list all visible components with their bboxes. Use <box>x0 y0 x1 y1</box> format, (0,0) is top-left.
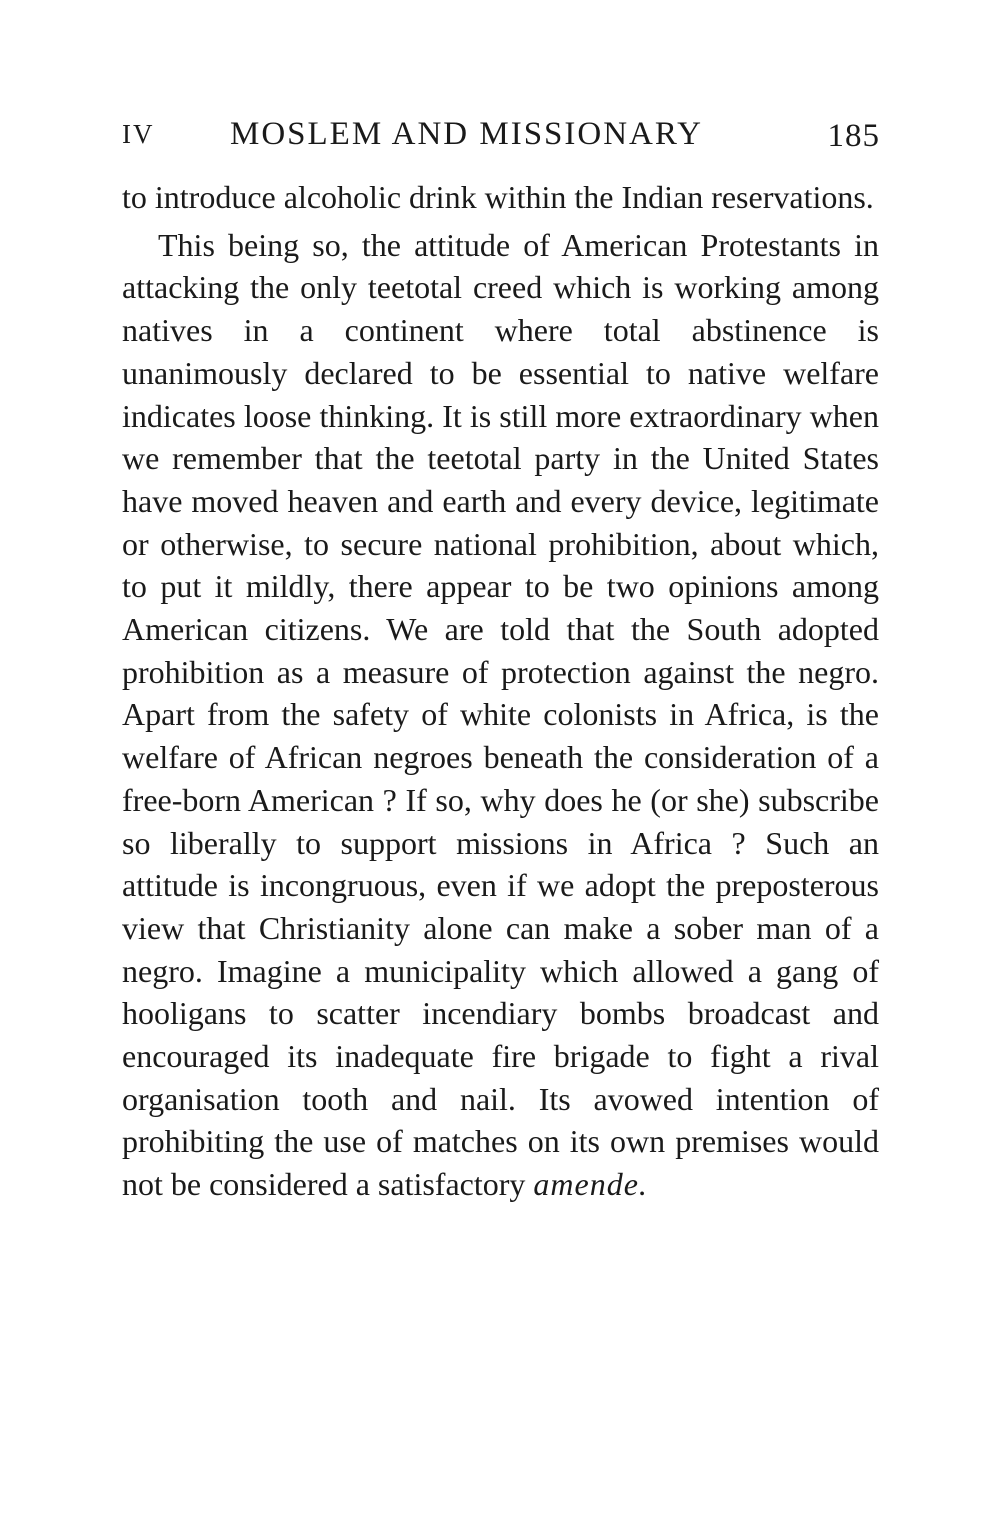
page-number: 185 <box>827 118 880 154</box>
paragraph <box>122 224 879 1206</box>
running-title: MOSLEM AND MISSIONARY <box>230 116 703 152</box>
paragraph-text: This being so, the attitude of American Protestants in attacking the only teetotal creed which is working among natives in a continent where total abstinence is unanimously declared to be essential to native welfare indicates loose thinking. It is still more extraordinary when we remember that the teetotal party in the United States have moved heaven and earth and every device, legitimate or otherwise, to secure national prohibition, about which, to put it mildly, there appear to be two opinions among American citizens. We are told that the South adopted prohibition as a measure of protection against the negro. Apart from the safety of white colonists in Africa, is the welfare of African negroes beneath the consideration of a free-born American ? If so, why does he (or she) subscribe so liberally to support missions in Africa ? Such an attitude is incongruous, even if we adopt the preposterous view that Christianity alone can make a sober man of a negro. Imagine a municipality which allowed a gang of hooligans to scatter incendiary bombs broadcast and encouraged its inadequate fire brigade to fight a rival organisation tooth and nail. Its avowed intention of prohibiting the use of matches on its own premises would not be considered a satisfactory <box>122 226 879 1203</box>
paragraph-continued: to introduce alcoholic drink within the Indian reservations. <box>122 179 874 215</box>
running-header <box>122 112 882 156</box>
italic-term: amende. <box>533 1166 648 1203</box>
chapter-number: IV <box>122 119 155 149</box>
body-text <box>122 176 879 1206</box>
